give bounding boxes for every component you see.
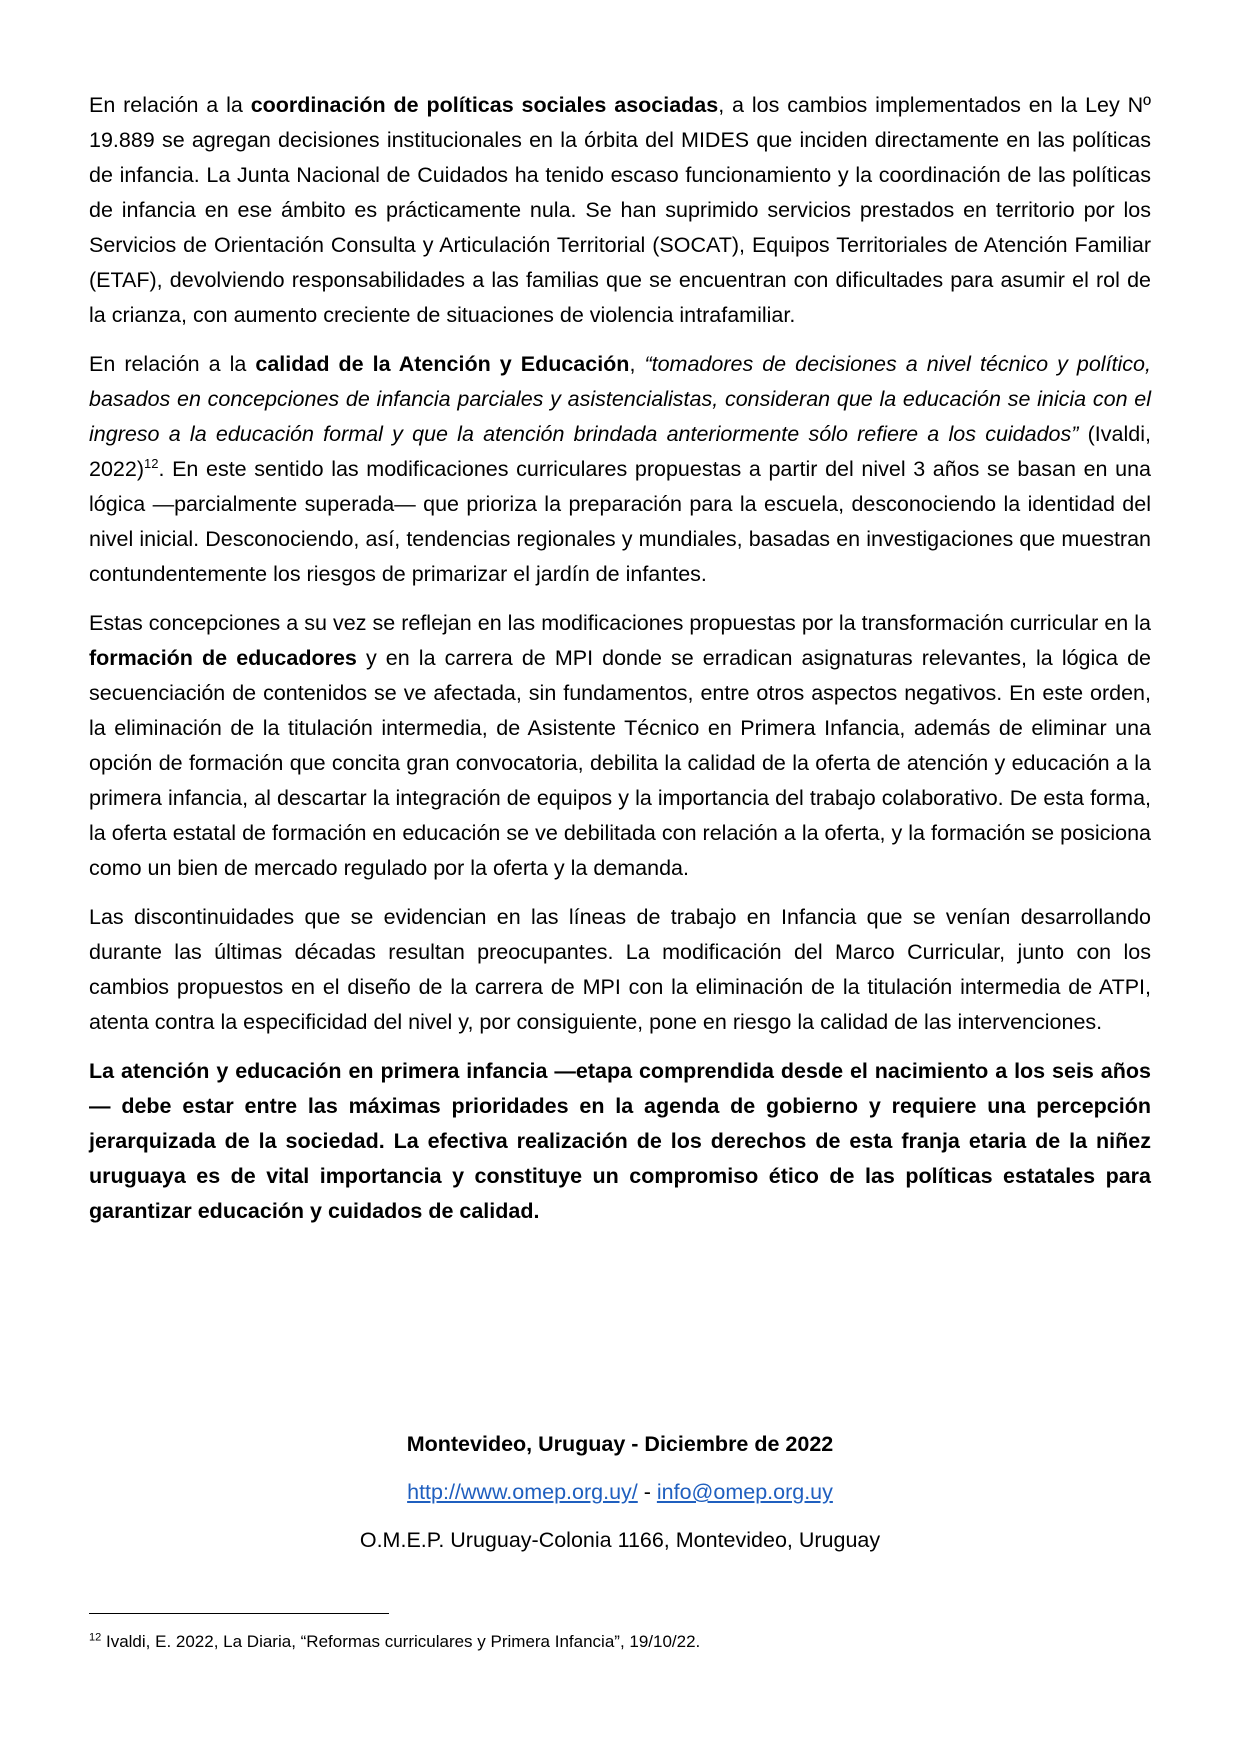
p2-bold-term: calidad de la Atención y Educación [255, 352, 630, 376]
footnote-text: Ivaldi, E. 2022, La Diaria, “Reformas curriculares y Primera Infancia”, 19/10/22. [101, 1632, 701, 1651]
p3-text-c: y en la carrera de MPI donde se erradican asignaturas relevantes, la lógica de secuenciación de contenidos se ve afectada, sin fundamentos, entre otros aspectos negativos. En este orden, la eliminación de la titulación intermedia, de Asistente Técnico en Primera Infancia, además de eliminar una opción de formación que concita gran convocatoria, debilita la calidad de la oferta de atención y educación a la primera infancia, al descartar la integración de equipos y la importancia del trabajo colaborativo. De esta forma, la oferta estatal de formación en educación se ve debilitada con relación a la oferta, y la formación se posiciona como un bien de mercado regulado por la oferta y la demanda. [89, 646, 1151, 880]
signature-links [89, 1476, 1151, 1508]
p1-bold-term: coordinación de políticas sociales asociadas [250, 93, 719, 117]
footnote-divider [89, 1613, 389, 1614]
p2-text-c: , [629, 352, 645, 376]
p3-text-a: Estas concepciones a su vez se reflejan en las modificaciones propuestas por la transformación curricular en la [89, 611, 1151, 635]
paragraph-conclusion [89, 1054, 1151, 1229]
website-link[interactable]: http://www.omep.org.uy/ [407, 1480, 638, 1504]
p2-text-e: . En este sentido las modificaciones curriculares propuestas a partir del nivel 3 años se basan en una lógica —parcialmente superada— que prioriza la preparación para la escuela, desconociendo la identidad del nivel inicial. Desconociendo, así, tendencias regionales y mundiales, basadas en investigaciones que muestran contundentemente los riesgos de primarizar el jardín de infantes. [89, 457, 1151, 586]
links-separator: - [637, 1480, 657, 1504]
footnote-reference: 12 [144, 455, 159, 471]
footnote [89, 1630, 1151, 1654]
paragraph-discontinuidades: Las discontinuidades que se evidencian en las líneas de trabajo en Infancia que se venían desarrollando durante las últimas décadas resultan preocupantes. La modificación del Marco Curricular, junto con los cambios propuestos en el diseño de la carrera de MPI con la eliminación de la titulación intermedia de ATPI, atenta contra la especificidad del nivel y, por consiguiente, pone en riesgo la calidad de las intervenciones. [89, 905, 1151, 1034]
paragraph-formacion [89, 606, 1151, 886]
paragraph-calidad [89, 347, 1151, 592]
footnote-number: 12 [89, 1631, 102, 1644]
email-link[interactable]: info@omep.org.uy [656, 1480, 833, 1504]
p1-text-a: En relación a la [89, 93, 251, 117]
p2-quote: “tomadores de decisiones a nivel técnico y político, basados en concepciones de infancia parciales y asistencialistas, consideran que la educación se inicia con el ingreso a la educación formal y que la atención brindada anteriormente sólo refiere a los cuidados” [89, 352, 1151, 446]
p2-citation: (Ivaldi, 2022) [89, 422, 1151, 481]
paragraph-coordinacion [89, 88, 1151, 333]
body-text [89, 88, 1151, 1243]
signature-place-date: Montevideo, Uruguay - Diciembre de 2022 [406, 1432, 834, 1456]
p2-text-a: En relación a la [89, 352, 256, 376]
p3-bold-term: formación de educadores [89, 646, 357, 670]
p1-text-c: , a los cambios implementados en la Ley Nº 19.889 se agregan decisiones institucionales en la órbita del MIDES que inciden directamente en las políticas de infancia. La Junta Nacional de Cuidados ha tenido escaso funcionamiento y la coordinación de las políticas de infancia en ese ámbito es prácticamente nula. Se han suprimido servicios prestados en territorio por los Servicios de Orientación Consulta y Articulación Territorial (SOCAT), Equipos Territoriales de Atención Familiar (ETAF), devolviendo responsabilidades a las familias que se encuentran con dificultades para asumir el rol de la crianza, con aumento creciente de situaciones de violencia intrafamiliar. [89, 93, 1151, 327]
p5-bold-text: La atención y educación en primera infancia —etapa comprendida desde el nacimiento a los seis años— debe estar entre las máximas prioridades en la agenda de gobierno y requiere una percepción jerarquizada de la sociedad. La efectiva realización de los derechos de esta franja etaria de la niñez uruguaya es de vital importancia y constituye un compromiso ético de las políticas estatales para garantizar educación y cuidados de calidad. [89, 1059, 1151, 1223]
signature-address: O.M.E.P. Uruguay-Colonia 1166, Montevideo, Uruguay [359, 1528, 881, 1552]
